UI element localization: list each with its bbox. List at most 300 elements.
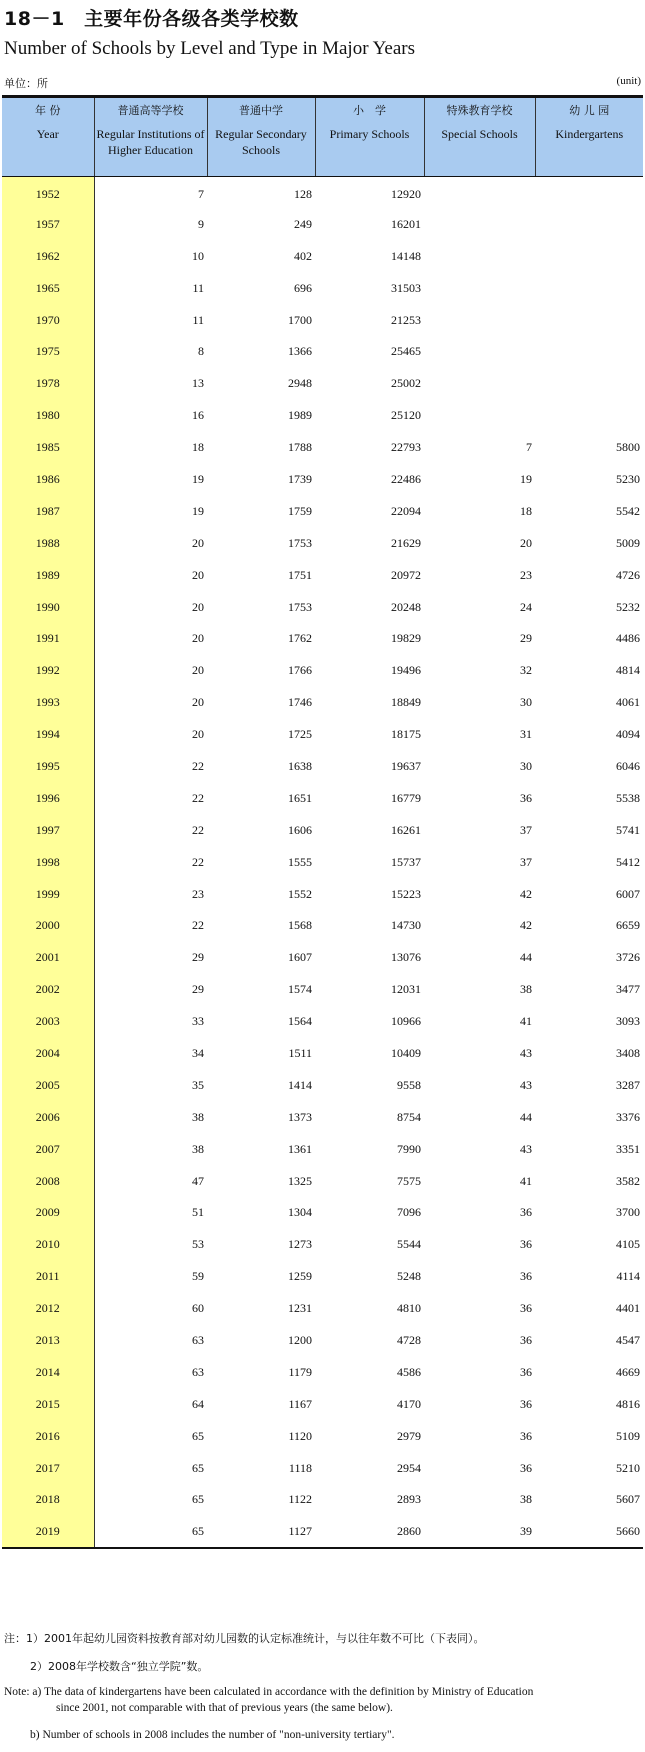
secondary-cell: 696 [294, 280, 312, 295]
table-row [2, 240, 643, 272]
kindergarten-cell [535, 177, 643, 209]
unit-label-en: (unit) [616, 75, 641, 87]
note-cn-1: 注：1）2001年起幼儿园资料按教育部对幼儿园数的认定标准统计，与以往年数不可比（下表同）。 [4, 1632, 485, 1645]
year-cell: 1987 [2, 495, 94, 527]
kindergarten-cell: 5538 [616, 790, 640, 805]
primary-cell: 21253 [391, 312, 421, 327]
kindergarten-cell: 3726 [616, 950, 640, 965]
kindergarten-cell: 3408 [616, 1045, 640, 1060]
secondary-cell: 1700 [288, 312, 312, 327]
primary-cell: 19829 [391, 631, 421, 646]
higher-education-cell: 60 [192, 1301, 204, 1316]
secondary-cell: 1564 [288, 1014, 312, 1029]
year-cell: 1980 [2, 400, 94, 432]
primary-cell: 16261 [391, 822, 421, 837]
higher-education-cell: 22 [192, 758, 204, 773]
primary-cell: 25002 [391, 376, 421, 391]
primary-cell: 4728 [397, 1333, 421, 1347]
table-row [2, 1356, 643, 1388]
note-en-b: b) Number of schools in 2008 includes the number of "non-university tertiary". [30, 1729, 395, 1741]
column-header-cn: 特殊教育学校 [446, 104, 513, 117]
higher-education-cell: 20 [192, 727, 204, 742]
column-header-cn: 幼 儿 园 [569, 104, 610, 117]
year-cell: 1985 [2, 432, 94, 464]
kindergarten-cell [535, 336, 643, 368]
secondary-cell: 1361 [288, 1141, 312, 1156]
secondary-cell: 1167 [288, 1396, 312, 1411]
special-cell: 36 [520, 1364, 532, 1379]
year-cell: 2009 [2, 1197, 94, 1229]
special-cell: 36 [520, 1205, 532, 1220]
special-cell: 39 [424, 1516, 535, 1548]
primary-cell: 22486 [391, 471, 421, 486]
secondary-cell: 128 [294, 187, 312, 202]
year-cell: 2008 [2, 1165, 94, 1197]
secondary-cell: 1759 [288, 503, 312, 518]
kindergarten-cell: 4547 [616, 1333, 640, 1347]
table-row [2, 846, 643, 878]
special-cell: 43 [520, 1045, 532, 1060]
secondary-cell: 1366 [288, 344, 312, 359]
primary-cell: 25465 [391, 344, 421, 359]
higher-education-cell: 65 [192, 1492, 204, 1507]
column-header-higher-education [94, 98, 207, 177]
special-cell: 44 [520, 950, 532, 965]
higher-education-cell: 53 [192, 1237, 204, 1252]
table-row [2, 527, 643, 559]
kindergarten-cell [535, 272, 643, 304]
primary-cell: 7990 [397, 1141, 421, 1156]
table-row [2, 1293, 643, 1325]
primary-cell: 22094 [391, 503, 421, 518]
secondary-cell: 1273 [288, 1237, 312, 1252]
secondary-cell: 1574 [288, 982, 312, 997]
higher-education-cell: 19 [192, 471, 204, 486]
special-cell: 30 [520, 758, 532, 773]
primary-cell: 5248 [397, 1269, 421, 1284]
kindergarten-cell [535, 368, 643, 400]
kindergarten-cell: 4105 [616, 1237, 640, 1252]
higher-education-cell: 20 [192, 663, 204, 678]
higher-education-cell: 51 [192, 1205, 204, 1220]
special-cell [424, 368, 535, 400]
primary-cell: 9558 [397, 1077, 421, 1092]
column-header-cn: 普通中学 [239, 104, 283, 117]
kindergarten-cell: 3582 [616, 1173, 640, 1188]
special-cell: 41 [520, 1173, 532, 1188]
secondary-cell: 1511 [288, 1045, 312, 1060]
table-body [2, 177, 643, 1548]
special-cell: 36 [520, 1237, 532, 1252]
special-cell: 37 [520, 854, 532, 869]
table-row [2, 1261, 643, 1293]
secondary-cell: 249 [294, 216, 312, 231]
higher-education-cell: 20 [192, 631, 204, 646]
secondary-cell: 1552 [288, 886, 312, 901]
secondary-cell: 1231 [288, 1301, 312, 1316]
special-cell: 20 [520, 535, 532, 550]
table-header-row [2, 98, 643, 177]
secondary-cell: 1989 [288, 408, 312, 423]
kindergarten-cell [535, 208, 643, 240]
year-cell: 1994 [2, 719, 94, 751]
higher-education-cell: 63 [192, 1364, 204, 1379]
kindergarten-cell: 4114 [616, 1269, 640, 1284]
primary-cell: 16779 [391, 790, 421, 805]
year-cell: 1970 [2, 304, 94, 336]
special-cell: 41 [520, 1014, 532, 1029]
special-cell: 42 [520, 886, 532, 901]
table-row [2, 432, 643, 464]
higher-education-cell: 65 [192, 1428, 204, 1443]
kindergarten-cell [535, 240, 643, 272]
kindergarten-cell: 6659 [616, 918, 640, 933]
kindergarten-cell: 3093 [616, 1014, 640, 1029]
secondary-cell: 402 [294, 248, 312, 263]
kindergarten-cell: 5232 [616, 599, 640, 614]
table-row [2, 272, 643, 304]
secondary-cell: 1651 [288, 790, 312, 805]
column-header-secondary [207, 98, 315, 177]
primary-cell: 2860 [315, 1516, 424, 1548]
year-cell: 2000 [2, 910, 94, 942]
higher-education-cell: 16 [192, 408, 204, 423]
table-row [2, 1197, 643, 1229]
table-row [2, 942, 643, 974]
year-cell: 2015 [2, 1388, 94, 1420]
higher-education-cell: 63 [192, 1333, 204, 1347]
special-cell [424, 208, 535, 240]
secondary-cell: 1259 [288, 1269, 312, 1284]
kindergarten-cell: 5412 [616, 854, 640, 869]
kindergarten-cell: 3700 [616, 1205, 640, 1220]
table-row [2, 1325, 643, 1357]
table-row [2, 1516, 643, 1548]
higher-education-cell: 65 [192, 1460, 204, 1475]
year-cell: 2003 [2, 1006, 94, 1038]
note-cn-2: 2）2008年学校数含“独立学院”数。 [30, 1660, 209, 1673]
year-cell: 1988 [2, 527, 94, 559]
special-cell: 24 [520, 599, 532, 614]
primary-cell: 14148 [391, 248, 421, 263]
kindergarten-cell: 4816 [616, 1396, 640, 1411]
primary-cell: 5544 [397, 1237, 421, 1252]
higher-education-cell: 8 [198, 344, 204, 359]
special-cell: 23 [520, 567, 532, 582]
higher-education-cell: 38 [192, 1141, 204, 1156]
higher-education-cell: 33 [192, 1014, 204, 1029]
special-cell: 30 [520, 695, 532, 710]
secondary-cell: 1568 [288, 918, 312, 933]
secondary-cell: 1725 [288, 727, 312, 742]
kindergarten-cell: 4061 [616, 695, 640, 710]
year-cell: 1978 [2, 368, 94, 400]
table-title-cn: 18－1 主要年份各级各类学校数 [4, 8, 299, 30]
primary-cell: 12031 [391, 982, 421, 997]
higher-education-cell: 65 [94, 1516, 207, 1548]
year-cell: 1998 [2, 846, 94, 878]
column-header-en: Primary Schools [329, 127, 410, 141]
special-cell [424, 400, 535, 432]
year-cell: 1991 [2, 623, 94, 655]
higher-education-cell: 10 [192, 248, 204, 263]
kindergarten-cell: 4726 [616, 567, 640, 582]
secondary-cell: 1751 [288, 567, 312, 582]
higher-education-cell: 9 [198, 216, 204, 231]
kindergarten-cell: 5210 [616, 1460, 640, 1475]
special-cell: 42 [520, 918, 532, 933]
year-cell: 2016 [2, 1420, 94, 1452]
special-cell [424, 177, 535, 209]
secondary-cell: 1739 [288, 471, 312, 486]
higher-education-cell: 23 [192, 886, 204, 901]
table-row [2, 910, 643, 942]
table-row [2, 208, 643, 240]
year-cell: 2018 [2, 1484, 94, 1516]
higher-education-cell: 38 [192, 1109, 204, 1124]
table-row [2, 1420, 643, 1452]
table-row [2, 1133, 643, 1165]
higher-education-cell: 20 [192, 695, 204, 710]
kindergarten-cell: 6046 [616, 758, 640, 773]
kindergarten-cell: 5009 [616, 535, 640, 550]
secondary-cell: 1555 [288, 854, 312, 869]
secondary-cell: 1753 [288, 535, 312, 550]
secondary-cell: 1118 [288, 1460, 312, 1475]
year-cell: 1975 [2, 336, 94, 368]
table-row [2, 1101, 643, 1133]
special-cell: 36 [520, 1428, 532, 1443]
primary-cell: 10966 [391, 1014, 421, 1029]
special-cell [424, 240, 535, 272]
column-header-en: Year [36, 127, 59, 141]
special-cell [424, 336, 535, 368]
column-header-en: Regular Institutions of Higher Education [96, 127, 205, 157]
higher-education-cell: 18 [192, 440, 204, 455]
year-cell: 2017 [2, 1452, 94, 1484]
higher-education-cell: 13 [192, 376, 204, 391]
table-row [2, 878, 643, 910]
year-cell: 1989 [2, 559, 94, 591]
primary-cell: 20972 [391, 567, 421, 582]
special-cell [424, 304, 535, 336]
primary-cell: 2954 [397, 1460, 421, 1475]
secondary-cell: 1746 [288, 695, 312, 710]
kindergarten-cell: 5741 [616, 822, 640, 837]
kindergarten-cell: 3376 [616, 1109, 640, 1124]
kindergarten-cell: 4814 [616, 663, 640, 678]
secondary-cell: 1122 [288, 1492, 312, 1507]
year-cell: 2012 [2, 1293, 94, 1325]
kindergarten-cell: 5660 [535, 1516, 643, 1548]
special-cell: 18 [520, 503, 532, 518]
year-cell: 1996 [2, 782, 94, 814]
primary-cell: 25120 [391, 408, 421, 423]
secondary-cell: 1638 [288, 758, 312, 773]
kindergarten-cell: 5607 [616, 1492, 640, 1507]
year-cell: 2007 [2, 1133, 94, 1165]
primary-cell: 20248 [391, 599, 421, 614]
primary-cell: 18849 [391, 695, 421, 710]
secondary-cell: 1607 [288, 950, 312, 965]
higher-education-cell: 22 [192, 854, 204, 869]
table-row [2, 814, 643, 846]
higher-education-cell: 35 [192, 1077, 204, 1092]
higher-education-cell: 22 [192, 822, 204, 837]
column-header-special [424, 98, 535, 177]
higher-education-cell: 11 [192, 280, 204, 295]
kindergarten-cell: 4669 [616, 1364, 640, 1379]
kindergarten-cell: 6007 [616, 886, 640, 901]
special-cell: 44 [520, 1109, 532, 1124]
year-cell: 1999 [2, 878, 94, 910]
table-row [2, 719, 643, 751]
column-header-en: Regular Secondary Schools [215, 127, 307, 157]
secondary-cell: 1753 [288, 599, 312, 614]
table-row [2, 495, 643, 527]
column-header-en: Special Schools [441, 127, 518, 141]
kindergarten-cell [535, 304, 643, 336]
special-cell: 19 [520, 471, 532, 486]
table-row [2, 591, 643, 623]
note-en-a-line1: Note: a) The data of kindergartens have been calculated in accordance with the definition by Ministry of Education [4, 1686, 534, 1698]
table-row [2, 464, 643, 496]
higher-education-cell: 7 [198, 187, 204, 202]
note-en-a [4, 1684, 624, 1716]
table-row [2, 400, 643, 432]
secondary-cell: 1606 [288, 822, 312, 837]
secondary-cell: 1179 [288, 1364, 312, 1379]
year-cell: 2014 [2, 1356, 94, 1388]
year-cell: 1962 [2, 240, 94, 272]
special-cell: 36 [520, 1269, 532, 1284]
kindergarten-cell: 4401 [616, 1301, 640, 1316]
table-row [2, 1038, 643, 1070]
secondary-cell: 1325 [288, 1173, 312, 1188]
table-row [2, 368, 643, 400]
special-cell: 43 [520, 1077, 532, 1092]
unit-label-cn: 单位：所 [4, 77, 48, 90]
schools-table [2, 95, 643, 1549]
special-cell: 36 [520, 1396, 532, 1411]
primary-cell: 21629 [391, 535, 421, 550]
year-cell: 2004 [2, 1038, 94, 1070]
special-cell: 29 [520, 631, 532, 646]
table-row [2, 1006, 643, 1038]
special-cell: 7 [526, 440, 532, 455]
primary-cell: 19637 [391, 758, 421, 773]
higher-education-cell: 22 [192, 790, 204, 805]
kindergarten-cell [535, 400, 643, 432]
primary-cell: 7575 [397, 1173, 421, 1188]
kindergarten-cell: 3477 [616, 982, 640, 997]
primary-cell: 19496 [391, 663, 421, 678]
year-cell: 2019 [2, 1516, 94, 1548]
table-row [2, 782, 643, 814]
primary-cell: 13076 [391, 950, 421, 965]
year-cell: 1997 [2, 814, 94, 846]
table-row [2, 623, 643, 655]
table-row [2, 1069, 643, 1101]
column-header-primary [315, 98, 424, 177]
secondary-cell: 1414 [288, 1077, 312, 1092]
table-row [2, 974, 643, 1006]
special-cell: 43 [520, 1141, 532, 1156]
column-header-cn: 年 份 [35, 104, 61, 117]
secondary-cell: 1373 [288, 1109, 312, 1124]
year-cell: 2006 [2, 1101, 94, 1133]
table-row [2, 1388, 643, 1420]
primary-cell: 16201 [391, 216, 421, 231]
higher-education-cell: 20 [192, 535, 204, 550]
primary-cell: 7096 [397, 1205, 421, 1220]
column-header-cn: 小 学 [353, 104, 386, 117]
special-cell: 36 [520, 1460, 532, 1475]
kindergarten-cell: 4486 [616, 631, 640, 646]
special-cell: 36 [520, 1301, 532, 1316]
table-row [2, 559, 643, 591]
year-cell: 1995 [2, 751, 94, 783]
table-row [2, 177, 643, 209]
higher-education-cell: 11 [192, 312, 204, 327]
kindergarten-cell: 3287 [616, 1077, 640, 1092]
kindergarten-cell: 5800 [616, 440, 640, 455]
higher-education-cell: 29 [192, 950, 204, 965]
primary-cell: 15737 [391, 854, 421, 869]
secondary-cell: 1120 [288, 1428, 312, 1443]
special-cell: 38 [520, 1492, 532, 1507]
primary-cell: 12920 [391, 187, 421, 202]
secondary-cell: 1200 [288, 1333, 312, 1347]
higher-education-cell: 22 [192, 918, 204, 933]
table-row [2, 1484, 643, 1516]
table-title-en: Number of Schools by Level and Type in Major Years [4, 38, 415, 59]
primary-cell: 22793 [391, 440, 421, 455]
column-header-year [2, 98, 94, 177]
year-cell: 2001 [2, 942, 94, 974]
special-cell: 31 [520, 727, 532, 742]
primary-cell: 2979 [397, 1428, 421, 1443]
kindergarten-cell: 5109 [616, 1428, 640, 1443]
higher-education-cell: 47 [192, 1173, 204, 1188]
primary-cell: 8754 [397, 1109, 421, 1124]
primary-cell: 15223 [391, 886, 421, 901]
primary-cell: 4170 [397, 1396, 421, 1411]
table-row [2, 751, 643, 783]
higher-education-cell: 59 [192, 1269, 204, 1284]
primary-cell: 31503 [391, 280, 421, 295]
kindergarten-cell: 3351 [616, 1141, 640, 1156]
special-cell: 32 [520, 663, 532, 678]
special-cell: 38 [520, 982, 532, 997]
special-cell: 36 [520, 1333, 532, 1347]
secondary-cell: 1788 [288, 440, 312, 455]
year-cell: 2011 [2, 1261, 94, 1293]
table-row [2, 1452, 643, 1484]
secondary-cell: 1127 [207, 1516, 315, 1548]
year-cell: 1952 [2, 177, 94, 209]
table-row [2, 1229, 643, 1261]
year-cell: 1993 [2, 687, 94, 719]
primary-cell: 10409 [391, 1045, 421, 1060]
note-en-a-line2: since 2001, not comparable with that of previous years (the same below). [56, 1702, 393, 1714]
year-cell: 2010 [2, 1229, 94, 1261]
higher-education-cell: 19 [192, 503, 204, 518]
higher-education-cell: 20 [192, 567, 204, 582]
year-cell: 2005 [2, 1069, 94, 1101]
primary-cell: 18175 [391, 727, 421, 742]
primary-cell: 2893 [397, 1492, 421, 1507]
